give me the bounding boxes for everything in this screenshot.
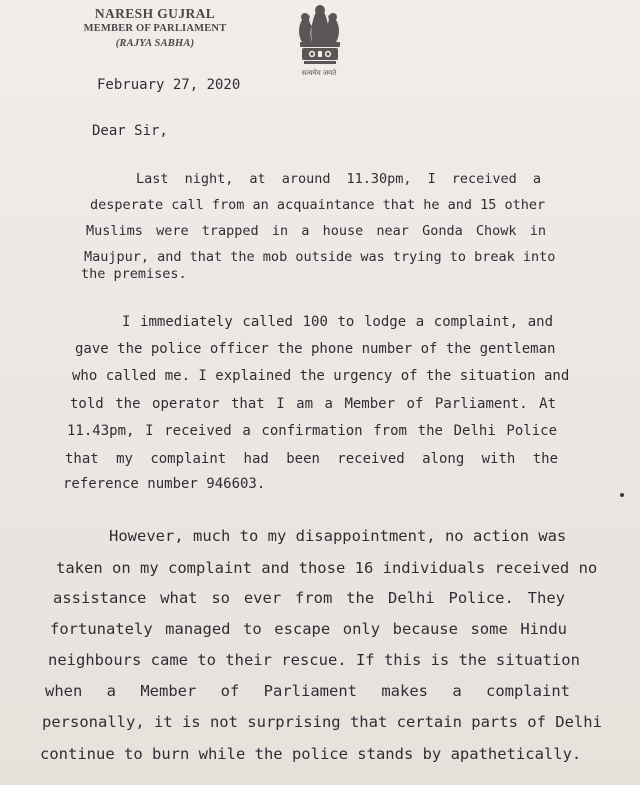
- paragraph-2-line-7: reference number 946603.: [63, 476, 266, 492]
- punch-mark: [620, 493, 624, 497]
- paragraph-2-line-3: who called me. I explained the urgency of the situation and: [72, 368, 570, 384]
- salutation: Dear Sir,: [92, 123, 168, 139]
- paragraph-3-line-2: taken on my complaint and those 16 individuals received no: [56, 559, 598, 577]
- sender-role: MEMBER OF PARLIAMENT: [83, 23, 227, 34]
- letterhead: [60, 6, 250, 51]
- paragraph-3-line-5: neighbours came to their rescue. If this is the situation: [48, 651, 580, 669]
- paragraph-2-line-6: that my complaint had been received along with the: [65, 451, 558, 467]
- paragraph-3-line-4: fortunately managed to escape only because some Hindu: [50, 620, 567, 638]
- paragraph-2-line-2: gave the police officer the phone number of the gentleman: [75, 341, 556, 357]
- paragraph-3-line-8: continue to burn while the police stands by apathetically.: [40, 745, 582, 763]
- paragraph-3-line-3: assistance what so ever from the Delhi Police. They: [53, 589, 565, 607]
- paragraph-1-line-5: the premises.: [81, 266, 187, 282]
- paragraph-2-line-4: told the operator that I am a Member of Parliament. At: [70, 396, 556, 412]
- paragraph-1-line-2: desperate call from an acquaintance that he and 15 other: [90, 197, 546, 213]
- sender-house: (RAJYA SABHA): [115, 38, 195, 49]
- paragraph-3-line-7: personally, it is not surprising that certain parts of Delhi: [42, 713, 602, 731]
- paragraph-2-line-5: 11.43pm, I received a confirmation from the Delhi Police: [67, 423, 557, 439]
- paragraph-3-line-1: However, much to my disappointment, no action was: [109, 527, 567, 545]
- emblem-motto: सत्यमेव जयते: [301, 69, 337, 77]
- paragraph-1-line-3: Muslims were trapped in a house near Gonda Chowk in: [86, 223, 546, 239]
- sender-name: NARESH GUJRAL: [94, 6, 216, 21]
- letter-date: February 27, 2020: [97, 77, 241, 93]
- paragraph-2-line-1: I immediately called 100 to lodge a complaint, and: [122, 314, 553, 330]
- paragraph-1-line-1: Last night, at around 11.30pm, I received a: [136, 171, 541, 187]
- paragraph-1-line-4: Maujpur, and that the mob outside was trying to break into: [84, 249, 556, 265]
- paragraph-3-line-6: when a Member of Parliament makes a complaint: [45, 682, 570, 700]
